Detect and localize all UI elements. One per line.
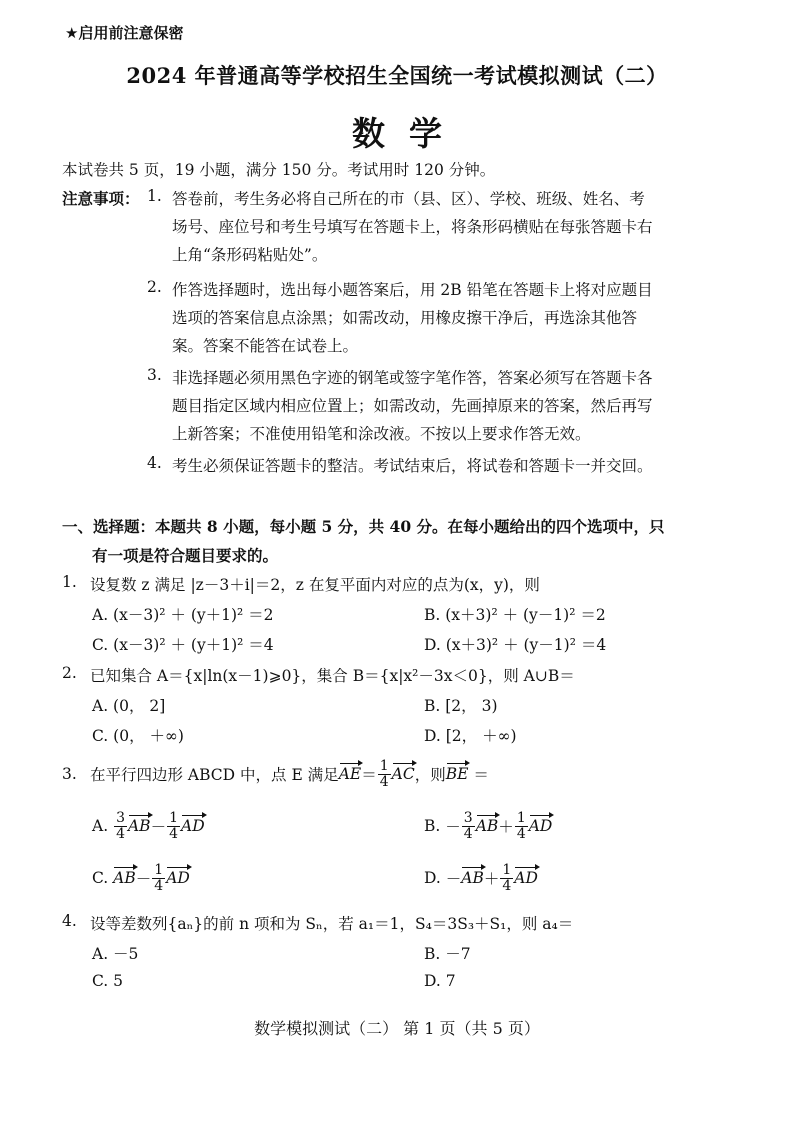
option-label: A. <box>92 817 109 835</box>
note-number: 2. <box>147 278 162 296</box>
option-d: D. (x＋3)² ＋ (y－1)² ＝4 <box>424 636 607 654</box>
question-stem: 在平行四边形 ABCD 中，点 E 满足 AE ＝ $\frac{1}{4}$ AC ，则 BE ＝ <box>90 757 489 790</box>
vector-ab: AB <box>475 817 499 835</box>
option-a: A. $\frac{3}{4}$ AB － $\frac{1}{4}$ AD <box>92 809 205 842</box>
option-c: C. (x－3)² ＋ (y＋1)² ＝4 <box>92 636 274 654</box>
vector-ab: AB <box>113 869 136 887</box>
fraction-three-quarters: $\frac{3}{4}$ <box>116 809 125 842</box>
notes-label: 注意事项： <box>62 190 140 208</box>
note-line: 场号、座位号和考生号填写在答题卡上，将条形码横贴在每张答题卡右 <box>172 218 653 236</box>
fraction-one-quarter: $\frac{1}{4}$ <box>516 809 526 842</box>
vector-ad: AD <box>528 817 553 835</box>
question-number: 4. <box>62 912 77 930</box>
option-b: B. (x＋3)² ＋ (y－1)² ＝2 <box>424 606 606 624</box>
vector-ab: AB <box>461 869 484 887</box>
question-stem: 已知集合 A＝{x|ln(x－1)⩾0}，集合 B＝{x|x²－3x＜0}，则 A∪B＝ <box>90 667 575 685</box>
option-b: B. [2， 3) <box>424 697 498 715</box>
fraction-three-quarters: $\frac{3}{4}$ <box>463 809 473 842</box>
option-c: C. AB － $\frac{1}{4}$ AD <box>92 861 190 894</box>
stem-text: 在平行四边形 ABCD 中，点 E 满足 <box>90 766 339 784</box>
vector-ab: AB <box>127 817 151 835</box>
note-line: 选项的答案信息点涂黑；如需改动，用橡皮擦干净后，再选涂其他答 <box>172 309 638 327</box>
note-line: 题目指定区域内相应位置上；如需改动，先画掉原来的答案，然后再写 <box>172 397 653 415</box>
exam-intro: 本试卷共 5 页，19 小题，满分 150 分。考试用时 120 分钟。 <box>62 161 496 179</box>
vector-be: BE <box>445 765 469 783</box>
stem-text: ，则 <box>414 766 446 784</box>
option-a: A. －5 <box>92 945 139 963</box>
option-c: C. (0， ＋∞) <box>92 727 184 745</box>
question-stem: 设复数 z 满足 |z－3＋i|＝2，z 在复平面内对应的点为(x，y)，则 <box>90 576 540 594</box>
vector-ad: AD <box>181 817 205 835</box>
page-footer: 数学模拟测试（二） 第 1 页（共 5 页） <box>254 1019 540 1038</box>
option-a: A. (x－3)² ＋ (y＋1)² ＝2 <box>92 606 274 624</box>
confidential-mark: ★启用前注意保密 <box>65 24 184 42</box>
note-line: 上角“条形码粘贴处”。 <box>172 246 328 264</box>
subject-title: 数学 <box>352 114 466 153</box>
question-number: 3. <box>62 765 77 783</box>
section-heading-cont: 有一项是符合题目要求的。 <box>92 546 279 565</box>
vector-ad: AD <box>514 869 538 887</box>
note-line: 考生必须保证答题卡的整洁。考试结束后，将试卷和答题卡一并交回。 <box>172 457 653 475</box>
fraction-one-quarter: $\frac{1}{4}$ <box>169 809 179 842</box>
note-number: 4. <box>147 454 162 472</box>
note-line: 作答选择题时，选出每小题答案后，用 2B 铅笔在答题卡上将对应题目 <box>172 281 653 299</box>
option-label: C. <box>92 869 109 887</box>
question-number: 2. <box>62 664 77 682</box>
option-c: C. 5 <box>92 972 124 990</box>
note-number: 3. <box>147 366 162 384</box>
option-d: D. 7 <box>424 972 456 990</box>
fraction-one-quarter: $\frac{1}{4}$ <box>502 861 512 894</box>
fraction-one-quarter: $\frac{1}{4}$ <box>379 757 389 790</box>
option-b: B. － $\frac{3}{4}$ AB ＋ $\frac{1}{4}$ AD <box>424 809 553 842</box>
vector-ae: AE <box>338 765 362 783</box>
option-b: B. －7 <box>424 945 471 963</box>
fraction-one-quarter: $\frac{1}{4}$ <box>154 861 164 894</box>
question-stem: 设等差数列{aₙ}的前 n 项和为 Sₙ，若 a₁＝1，S₄＝3S₃＋S₁，则 a₄＝ <box>90 915 574 933</box>
note-number: 1. <box>147 187 162 205</box>
note-line: 上新答案；不准使用铅笔和涂改液。不按以上要求作答无效。 <box>172 425 591 443</box>
option-label: B. <box>424 817 441 835</box>
equals: ＝ <box>361 766 377 784</box>
vector-ac: AC <box>391 765 415 783</box>
note-line: 案。答案不能答在试卷上。 <box>172 337 359 355</box>
note-line: 答卷前，考生务必将自己所在的市（县、区）、学校、班级、姓名、考 <box>172 190 645 208</box>
option-d: D. － AB ＋ $\frac{1}{4}$ AD <box>424 861 538 894</box>
option-d: D. [2， ＋∞) <box>424 727 517 745</box>
question-number: 1. <box>62 573 77 591</box>
note-line: 非选择题必须用黑色字迹的钢笔或签字笔作答，答案必须写在答题卡各 <box>172 369 653 387</box>
exam-title: 2024 年普通高等学校招生全国统一考试模拟测试（二） <box>126 63 668 88</box>
vector-ad: AD <box>166 869 190 887</box>
option-label: D. <box>424 869 441 887</box>
section-heading: 一、选择题：本题共 8 小题，每小题 5 分，共 40 分。在每小题给出的四个选项中，只 <box>62 517 665 536</box>
option-a: A. (0， 2] <box>92 697 166 715</box>
